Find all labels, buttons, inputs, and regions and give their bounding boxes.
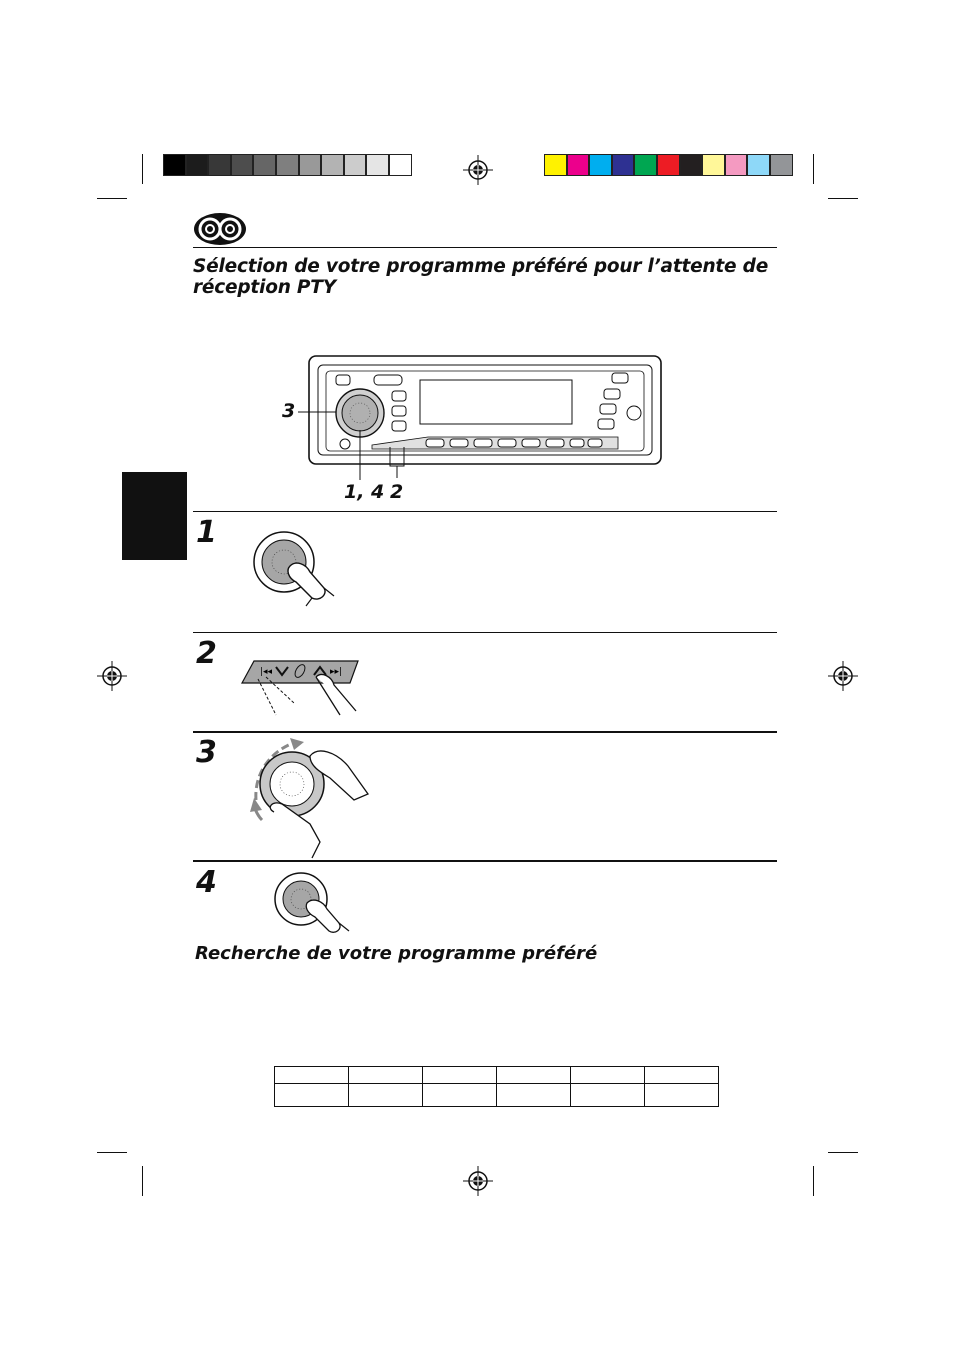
registration-mark-left [97,661,127,691]
step-rule-1 [193,511,777,512]
crop-mark [97,1152,127,1153]
crop-mark [142,1166,143,1196]
calibration-swatch [253,154,276,176]
callout-3: 3 [282,400,296,422]
step-rule-4 [193,860,777,862]
table-cell [423,1067,497,1084]
calibration-swatch [657,154,680,176]
calibration-swatch [276,154,299,176]
calibration-swatch [186,154,209,176]
skip-buttons-illustration [236,655,362,717]
calibration-swatch [567,154,590,176]
step-number-1: 1 [196,515,217,550]
crop-mark [828,1152,858,1153]
page-title: Sélection de votre programme préféré pour l’attente de réception PTY [193,256,769,298]
calibration-swatch [770,154,793,176]
calibration-swatch [680,154,703,176]
table-cell [645,1067,719,1084]
crop-mark [142,154,143,184]
table-cell [275,1067,349,1084]
pty-table [274,1066,719,1107]
table-cell [571,1084,645,1107]
calibration-swatch [321,154,344,176]
callout-1-4: 1, 4 [344,481,385,503]
step-number-2: 2 [196,636,217,671]
calibration-swatch [544,154,567,176]
calibration-swatch [208,154,231,176]
callout-2: 2 [390,481,404,503]
table-cell [349,1084,423,1107]
calibration-swatch [231,154,254,176]
crop-mark [828,198,858,199]
calibration-swatch [747,154,770,176]
calibration-swatch [634,154,657,176]
calibration-swatch [163,154,186,176]
registration-mark-top [463,155,493,185]
crop-mark [97,198,127,199]
calibration-swatch [589,154,612,176]
header-rule [193,247,777,248]
language-tab [122,472,187,560]
crop-mark [813,154,814,184]
calibration-swatch [344,154,367,176]
table-cell [349,1067,423,1084]
step-rule-3 [193,731,777,733]
table-cell [645,1084,719,1107]
step-rule-2 [193,632,777,633]
svg-text:|◂◂: |◂◂ [260,667,273,677]
calibration-swatch [389,154,412,176]
calibration-swatch [725,154,748,176]
press-knob-illustration-step4 [273,869,353,939]
calibration-swatch [366,154,389,176]
rds-logo-icon [193,212,247,246]
step-number-4: 4 [196,865,217,900]
calibration-swatch [299,154,322,176]
svg-text:▸▸|: ▸▸| [330,667,343,677]
callout-lines [290,400,420,490]
section-subtitle: Recherche de votre programme préféré [195,943,598,964]
crop-mark [813,1166,814,1196]
step-number-3: 3 [196,735,217,770]
table-cell [571,1067,645,1084]
table-cell [497,1084,571,1107]
registration-mark-bottom [463,1166,493,1196]
table-cell [275,1084,349,1107]
table-cell [423,1084,497,1107]
table-cell [497,1067,571,1084]
calibration-swatch [702,154,725,176]
press-knob-illustration [250,528,340,610]
rotate-knob-illustration [244,738,370,860]
calibration-swatch [612,154,635,176]
registration-mark-right [828,661,858,691]
